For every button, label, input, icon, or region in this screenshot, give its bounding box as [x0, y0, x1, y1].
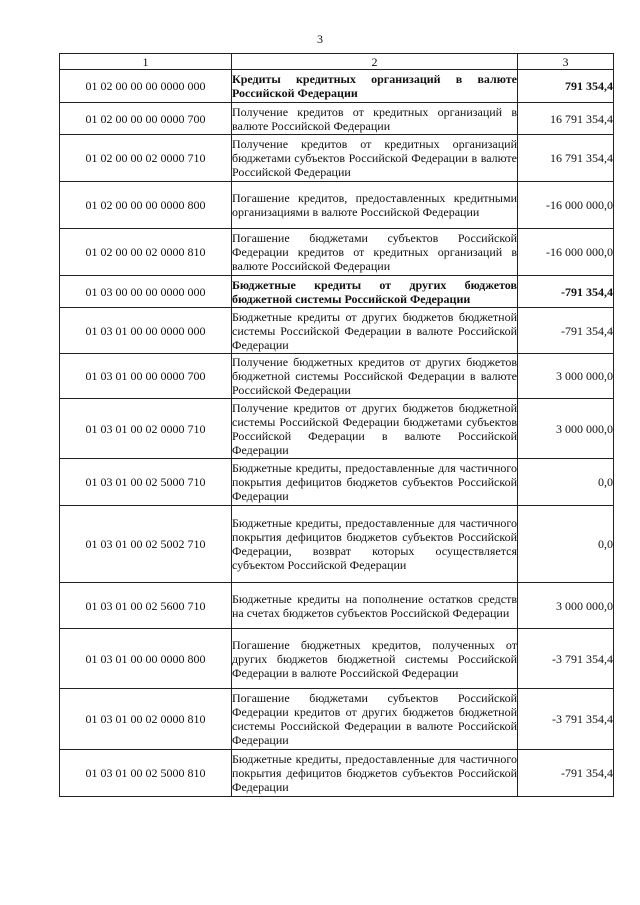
row-description: Бюджетные кредиты от других бюджетов бюджетной системы Российской Федерации в валюте Российской Федерации: [232, 309, 517, 352]
table-row: [60, 135, 614, 182]
row-amount: 16 791 354,4: [518, 135, 614, 182]
row-description: Погашение кредитов, предоставленных кредитными организациями в валюте Российской Федерации: [232, 182, 518, 229]
page-number: 3: [317, 32, 323, 46]
row-code: 01 02 00 00 02 0000 810: [60, 229, 232, 276]
row-description: Бюджетные кредиты от других бюджетов бюджетной системы Российской Федерации: [232, 277, 517, 306]
row-code: 01 03 01 00 02 5002 710: [60, 506, 232, 583]
row-code: 01 03 00 00 00 0000 000: [60, 276, 232, 308]
row-amount: -791 354,4: [518, 750, 614, 797]
header-row: [60, 54, 614, 70]
row-description: Получение кредитов от кредитных организаций бюджетами субъектов Российской Федерации в валюте Российской Федерации: [232, 135, 518, 182]
row-description: Получение кредитов от кредитных организаций в валюте Российской Федерации: [232, 104, 517, 133]
table-row: [60, 354, 614, 399]
row-amount: 3 000 000,0: [518, 354, 614, 399]
row-code: 01 03 01 00 02 5000 810: [60, 750, 232, 797]
column-header-description: 2: [232, 54, 518, 70]
row-description: Бюджетные кредиты, предоставленные для частичного покрытия дефицитов бюджетов субъектов Российской Федерации: [232, 750, 518, 797]
table-row: [60, 459, 614, 506]
row-code: 01 02 00 00 00 0000 700: [60, 103, 232, 135]
table-row: [60, 182, 614, 229]
row-amount: 3 000 000,0: [518, 583, 614, 629]
row-code: 01 03 01 00 02 0000 710: [60, 399, 232, 459]
table-row: [60, 689, 614, 750]
row-amount: 791 354,4: [518, 70, 614, 103]
table-row: [60, 399, 614, 459]
row-description: Получение кредитов от других бюджетов бюджетной системы Российской Федерации бюджетами субъектов Российской Федерации в валюте Российской Федерации: [232, 400, 517, 457]
table-row: [60, 103, 614, 135]
row-code: 01 03 01 00 02 0000 810: [60, 689, 232, 750]
table-row: [60, 629, 614, 689]
row-description: Кредиты кредитных организаций в валюте Российской Федерации: [232, 70, 518, 103]
row-amount: -16 000 000,0: [518, 229, 614, 276]
row-code: 01 02 00 00 00 0000 800: [60, 182, 232, 229]
row-code: 01 03 01 00 00 0000 800: [60, 629, 232, 689]
table-row: [60, 308, 614, 354]
row-description: Погашение бюджетами субъектов Российской Федерации кредитов от кредитных организаций в валюте Российской Федерации: [232, 229, 518, 276]
table-row: [60, 750, 614, 797]
row-description: Бюджетные кредиты, предоставленные для частичного покрытия дефицитов бюджетов субъектов Российской Федерации: [232, 459, 518, 506]
row-description: Бюджетные кредиты, предоставленные для частичного покрытия дефицитов бюджетов субъектов Российской Федерации, возврат которых осуществляется субъектом Российской Федерации: [232, 506, 518, 583]
row-amount: 16 791 354,4: [518, 103, 614, 135]
row-description: Получение бюджетных кредитов от других бюджетов бюджетной системы Российской Федерации в валюте Российской Федерации: [232, 355, 517, 397]
budget-sources-table: [59, 53, 614, 797]
column-header-amount: 3: [518, 54, 614, 70]
table-row: [60, 506, 614, 583]
row-amount: -16 000 000,0: [518, 182, 614, 229]
row-amount: -791 354,4: [518, 308, 614, 354]
column-header-code: 1: [60, 54, 232, 70]
table-row: [60, 276, 614, 308]
row-amount: -3 791 354,4: [518, 629, 614, 689]
row-code: 01 02 00 00 02 0000 710: [60, 135, 232, 182]
row-amount: 0,0: [518, 459, 614, 506]
row-code: 01 03 01 00 00 0000 700: [60, 354, 232, 399]
row-code: 01 03 01 00 02 5600 710: [60, 583, 232, 629]
table-row: [60, 70, 614, 103]
row-code: 01 03 01 00 02 5000 710: [60, 459, 232, 506]
row-amount: -3 791 354,4: [518, 689, 614, 750]
row-code: 01 03 01 00 00 0000 000: [60, 308, 232, 354]
row-code: 01 02 00 00 00 0000 000: [60, 70, 232, 103]
table-row: [60, 583, 614, 629]
row-amount: 3 000 000,0: [518, 399, 614, 459]
row-description: Бюджетные кредиты на пополнение остатков средств на счетах бюджетов субъектов Российской Федерации: [232, 583, 518, 629]
table-row: [60, 229, 614, 276]
row-amount: -791 354,4: [518, 276, 614, 308]
row-description: Погашение бюджетами субъектов Российской Федерации кредитов от других бюджетов бюджетной системы Российской Федерации в валюте Российской Федерации: [232, 689, 518, 750]
row-amount: 0,0: [518, 506, 614, 583]
row-description: Погашение бюджетных кредитов, полученных от других бюджетов бюджетной системы Российской Федерации в валюте Российской Федерации: [232, 629, 518, 689]
